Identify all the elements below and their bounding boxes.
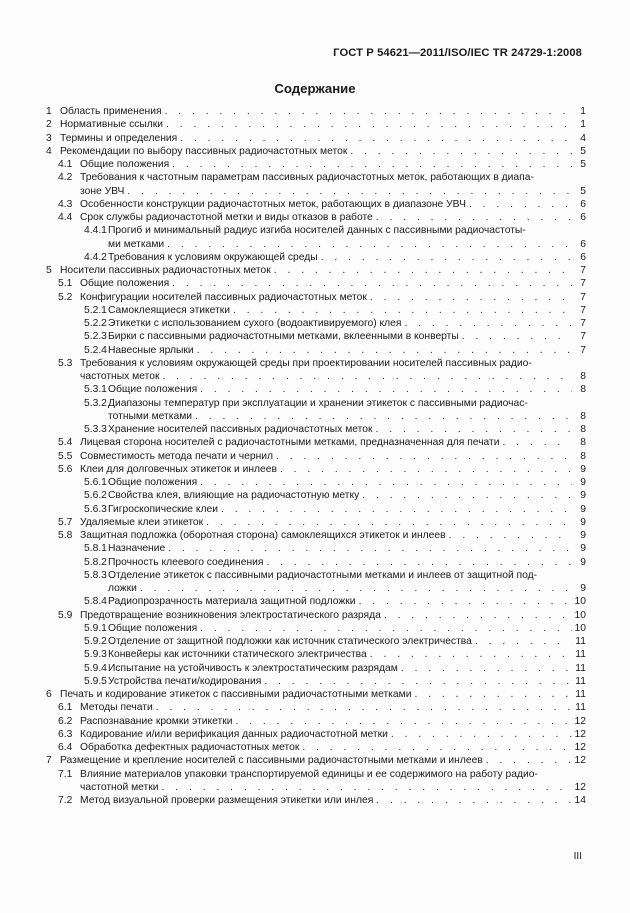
toc-entry-number: 5.2.4 xyxy=(84,344,107,356)
dot-leader xyxy=(299,741,572,754)
toc-entry-page: 8 xyxy=(580,450,586,462)
toc-entry[interactable] xyxy=(46,622,586,635)
toc-entry-number: 5.6.3 xyxy=(84,503,107,515)
toc-entry-title: Требования к частотным параметрам пассивных радиочастотных меток, работающих в диапа- xyxy=(80,172,534,184)
toc-entry[interactable] xyxy=(46,330,586,343)
toc-entry[interactable] xyxy=(46,224,586,251)
dot-leader xyxy=(261,675,572,688)
toc-entry-page: 12 xyxy=(574,781,586,793)
dot-leader xyxy=(373,794,572,807)
toc-entry-title: Кодирование и/или верификация данных радиочастотной метки xyxy=(80,728,388,740)
dot-leader xyxy=(159,781,572,794)
toc-entry-page: 10 xyxy=(574,622,586,634)
toc-entry-title: Общие положения xyxy=(108,384,198,396)
toc-entry-number: 5.6.1 xyxy=(84,477,107,488)
toc-entry-page: 8 xyxy=(580,384,586,396)
toc-entry[interactable] xyxy=(46,105,586,118)
toc-entry-number: 5.1 xyxy=(58,278,73,290)
dot-leader xyxy=(359,489,572,502)
toc-entry-page: 10 xyxy=(574,596,586,608)
toc-entry-page: 6 xyxy=(580,212,586,223)
dot-leader xyxy=(277,463,572,476)
toc-entry-page: 6 xyxy=(580,238,586,250)
toc-entry[interactable] xyxy=(46,158,586,171)
toc-entry-page: 12 xyxy=(574,742,586,753)
toc-entry-page: 8 xyxy=(580,424,586,435)
dot-leader xyxy=(194,344,572,357)
toc-entry-number: 4.4 xyxy=(58,212,73,223)
toc-entry[interactable] xyxy=(46,264,586,277)
toc-entry-number: 5.8 xyxy=(58,530,73,541)
toc-entry-page: 5 xyxy=(580,145,586,157)
toc-entry-page: 9 xyxy=(580,530,586,541)
toc-entry-page: 12 xyxy=(574,715,586,727)
dot-leader xyxy=(472,635,572,648)
toc-entry[interactable] xyxy=(46,635,586,648)
dot-leader xyxy=(169,158,572,171)
toc-entry-title: Требования к условиям окружающей среды xyxy=(108,251,318,263)
toc-entry[interactable] xyxy=(46,277,586,290)
toc-entry-number: 4.2 xyxy=(58,172,73,184)
toc-entry-page: 7 xyxy=(580,318,586,329)
toc-entry-page: 7 xyxy=(580,304,586,316)
toc-entry-title: зоне УВЧ xyxy=(80,185,125,197)
toc-entry-number: 5.7 xyxy=(58,516,73,528)
toc-entry-title: Срок службы радиочастотной метки и виды отказов в работе xyxy=(80,212,373,223)
dot-leader xyxy=(232,715,572,728)
toc-entry-title: Нормативные ссылки xyxy=(60,119,164,131)
dot-leader xyxy=(163,118,572,131)
toc-entry-title: Устройства печати/кодирования xyxy=(108,675,262,687)
toc-entry-title: Требования к условиям окружающей среды при проектировании носителей пассивных радио- xyxy=(80,357,532,369)
toc-entry-number: 5.8.2 xyxy=(84,556,107,568)
toc-entry[interactable] xyxy=(46,569,586,596)
toc-entry[interactable] xyxy=(46,754,586,767)
dot-leader xyxy=(271,264,572,277)
dot-leader xyxy=(165,542,572,555)
toc-entry-page: 7 xyxy=(580,344,586,356)
dot-leader xyxy=(500,436,572,449)
toc-entry-page: 4 xyxy=(580,132,586,144)
toc-entry-number: 5.5 xyxy=(58,450,73,462)
toc-entry-title: Отделение этикеток с пассивными радиочастотными метками и инлеев от защитной под- xyxy=(108,569,538,581)
toc-entry-title: Предотвращение возникновения электростатического разряда xyxy=(80,609,381,621)
toc-entry[interactable] xyxy=(46,463,586,476)
toc-entry-page: 11 xyxy=(575,636,586,647)
toc-entry-title: ми метками xyxy=(108,238,165,250)
toc-entry-number: 1 xyxy=(46,106,52,117)
toc-entry[interactable] xyxy=(46,251,586,264)
dot-leader xyxy=(162,105,572,118)
toc-entry-page: 9 xyxy=(580,490,586,502)
toc-entry[interactable] xyxy=(46,701,586,714)
toc-entry-page: 8 xyxy=(580,371,586,382)
toc-entry[interactable] xyxy=(46,609,586,622)
dot-leader xyxy=(197,622,572,635)
dot-leader xyxy=(164,238,572,251)
toc-entry-title: Навесные ярлыки xyxy=(108,344,194,356)
toc-entry-page: 11 xyxy=(575,662,586,674)
toc-entry-number: 5.6 xyxy=(58,463,73,475)
dot-leader xyxy=(388,728,572,741)
dot-leader xyxy=(124,185,572,198)
toc-entry-page: 5 xyxy=(580,185,586,197)
dot-leader xyxy=(159,370,572,383)
toc-entry[interactable] xyxy=(46,516,586,529)
dot-leader xyxy=(197,383,572,396)
toc-entry[interactable] xyxy=(46,118,586,131)
toc-entry-title: Прогиб и минимальный радиус изгиба носителей данных с пассивными радиочастоты- xyxy=(108,225,526,237)
dot-leader xyxy=(446,529,572,542)
toc-entry-page: 1 xyxy=(580,106,586,117)
toc-entry[interactable] xyxy=(46,423,586,436)
toc-entry[interactable] xyxy=(46,317,586,330)
dot-leader xyxy=(153,701,572,714)
toc-entry[interactable] xyxy=(46,715,586,728)
toc-entry[interactable] xyxy=(46,476,586,489)
toc-entry-title: Область применения xyxy=(60,106,162,117)
toc-entry[interactable] xyxy=(46,595,586,608)
toc-entry-number: 5 xyxy=(46,265,52,276)
toc-entry-number: 5.9.3 xyxy=(84,649,107,661)
toc-entry-page: 9 xyxy=(580,463,586,475)
toc-entry-title: Обработка дефектных радиочастотных меток xyxy=(80,742,300,753)
toc-entry-page: 12 xyxy=(574,728,586,740)
toc-entry[interactable] xyxy=(46,171,586,198)
dot-leader xyxy=(203,516,572,529)
toc-entry-number: 3 xyxy=(46,132,52,144)
toc-entry-title: Самоклеящиеся этикетки xyxy=(108,304,231,316)
toc-entry[interactable] xyxy=(46,503,586,516)
dot-leader xyxy=(218,503,572,516)
toc-entry-page: 12 xyxy=(574,755,586,767)
toc-entry-title: Печать и кодирование этикеток с пассивными радиочастотными метками xyxy=(60,689,412,700)
toc-entry-number: 4.4.2 xyxy=(84,251,107,263)
toc-entry-title: Назначение xyxy=(108,543,166,555)
toc-entry-number: 5.2.3 xyxy=(84,331,107,343)
toc-entry-page: 9 xyxy=(580,543,586,555)
table-of-contents xyxy=(46,105,586,807)
toc-entry[interactable] xyxy=(46,397,586,424)
toc-entry-title: Лицевая сторона носителей с радиочастотными метками, предназначенная для печати xyxy=(80,437,500,449)
toc-entry-title: Хранение носителей пассивных радиочастотных меток xyxy=(108,424,373,435)
toc-entry-title: Общие положения xyxy=(108,622,198,634)
toc-entry-page: 7 xyxy=(580,278,586,290)
toc-entry-number: 5.8.3 xyxy=(84,569,107,581)
toc-entry[interactable] xyxy=(46,145,586,158)
toc-entry[interactable] xyxy=(46,768,586,795)
toc-entry-number: 5.8.1 xyxy=(84,543,107,555)
toc-entry-number: 6.2 xyxy=(58,715,73,727)
toc-entry-number: 5.8.4 xyxy=(84,596,107,608)
toc-entry-page: 6 xyxy=(580,251,586,263)
toc-entry-number: 6 xyxy=(46,689,52,700)
toc-entry-number: 4 xyxy=(46,145,52,157)
dot-leader xyxy=(347,145,572,158)
toc-entry-title: Общие положения xyxy=(80,159,170,170)
toc-entry-number: 5.2.1 xyxy=(84,304,107,316)
page-title: Содержание xyxy=(274,81,356,96)
toc-entry-page: 9 xyxy=(580,503,586,515)
toc-entry[interactable] xyxy=(46,383,586,396)
toc-entry-title: Удаляемые клеи этикеток xyxy=(80,516,204,528)
toc-entry-title: Общие положения xyxy=(108,477,198,488)
toc-entry-number: 5.3.3 xyxy=(84,424,107,435)
toc-entry-number: 4.3 xyxy=(58,198,73,210)
toc-entry-number: 5.3.1 xyxy=(84,384,107,396)
toc-entry-number: 5.4 xyxy=(58,437,73,449)
toc-entry-title: Носители пассивных радиочастотных меток xyxy=(60,265,271,276)
toc-entry[interactable] xyxy=(46,529,586,542)
toc-entry[interactable] xyxy=(46,304,586,317)
dot-leader xyxy=(459,330,572,343)
document-header: ГОСТ Р 54621—2011/ISO/IEC TR 24729-1:2008 xyxy=(333,47,582,59)
toc-entry-title: Клеи для долговечных этикеток и инлеев xyxy=(80,463,277,475)
dot-leader xyxy=(367,291,572,304)
dot-leader xyxy=(381,609,572,622)
toc-entry-number: 2 xyxy=(46,119,52,131)
toc-entry[interactable] xyxy=(46,450,586,463)
toc-entry-title: Термины и определения xyxy=(60,132,178,144)
dot-leader xyxy=(483,754,572,767)
toc-entry-title: Особенности конструкции радиочастотных меток, работающих в диапазоне УВЧ xyxy=(80,198,466,210)
toc-entry-title: Прочность клеевого соединения xyxy=(108,556,264,568)
toc-entry-title: Влияние материалов упаковки транспортируемой единицы и ее содержимого на работу радио- xyxy=(80,768,538,780)
toc-entry-title: Совместимость метода печати и чернил xyxy=(80,450,274,462)
toc-entry-number: 7.1 xyxy=(58,768,73,780)
toc-entry-title: Этикетки с использованием сухого (водоактивируемого) клея xyxy=(108,318,402,329)
toc-entry-number: 6.3 xyxy=(58,728,73,740)
toc-entry[interactable] xyxy=(46,794,586,807)
toc-entry[interactable] xyxy=(46,357,586,384)
page-number: III xyxy=(573,851,582,862)
toc-entry[interactable] xyxy=(46,291,586,304)
dot-leader xyxy=(169,277,572,290)
toc-entry-number: 7 xyxy=(46,755,52,767)
toc-entry[interactable] xyxy=(46,198,586,211)
toc-entry-page: 8 xyxy=(580,410,586,422)
toc-entry-number: 5.2.2 xyxy=(84,318,107,329)
toc-entry-number: 5.9 xyxy=(58,609,73,621)
toc-entry-title: Конвейеры как источники статического электричества xyxy=(108,649,367,661)
toc-entry-page: 11 xyxy=(575,675,586,687)
toc-entry-number: 7.2 xyxy=(58,795,73,806)
toc-entry[interactable] xyxy=(46,132,586,145)
toc-entry-title: Методы печати xyxy=(80,702,153,714)
toc-entry-number: 5.2 xyxy=(58,291,73,303)
toc-entry[interactable] xyxy=(46,542,586,555)
toc-entry-page: 7 xyxy=(580,331,586,343)
dot-leader xyxy=(137,582,572,595)
toc-entry-page: 1 xyxy=(580,119,586,131)
toc-entry-number: 5.9.5 xyxy=(84,675,107,687)
toc-entry-title: тотными метками xyxy=(108,410,193,422)
toc-entry-page: 9 xyxy=(580,516,586,528)
toc-entry-page: 14 xyxy=(574,795,586,806)
dot-leader xyxy=(192,410,572,423)
toc-entry[interactable] xyxy=(46,662,586,675)
toc-entry[interactable] xyxy=(46,211,586,224)
toc-entry-title: частотных меток xyxy=(80,371,160,382)
toc-entry[interactable] xyxy=(46,648,586,661)
toc-entry[interactable] xyxy=(46,688,586,701)
toc-entry-number: 5.9.1 xyxy=(84,622,107,634)
toc-entry[interactable] xyxy=(46,556,586,569)
toc-entry-title: ложки xyxy=(108,583,137,594)
dot-leader xyxy=(367,648,572,661)
toc-entry[interactable] xyxy=(46,489,586,502)
toc-entry-title: Отделение от защитной подложки как источник статического электричества xyxy=(108,636,472,647)
toc-entry-number: 5.9.4 xyxy=(84,662,107,674)
dot-leader xyxy=(318,251,572,264)
toc-entry-page: 9 xyxy=(580,583,586,594)
toc-entry-page: 6 xyxy=(580,198,586,210)
toc-entry-page: 11 xyxy=(575,689,586,700)
toc-entry-title: Свойства клея, влияющие на радиочастотную метку xyxy=(108,490,360,502)
toc-entry-number: 5.3.2 xyxy=(84,397,107,409)
toc-entry-page: 11 xyxy=(575,702,586,714)
toc-entry-page: 8 xyxy=(580,437,586,449)
dot-leader xyxy=(373,211,572,224)
toc-entry-number: 4.4.1 xyxy=(84,225,107,237)
toc-entry-number: 6.1 xyxy=(58,702,73,714)
toc-entry-number: 4.1 xyxy=(58,159,73,170)
toc-entry[interactable] xyxy=(46,728,586,741)
toc-entry-title: Бирки с пассивными радиочастотными метками, вклеенными в конверты xyxy=(108,331,459,343)
toc-entry-page: 9 xyxy=(580,556,586,568)
dot-leader xyxy=(273,450,572,463)
toc-entry-title: Рекомендации по выбору пассивных радиочастотных меток xyxy=(60,145,348,157)
toc-entry-title: Испытание на устойчивость к электростатическим разрядам xyxy=(108,662,398,674)
toc-entry-page: 5 xyxy=(580,159,586,170)
toc-entry-page: 7 xyxy=(580,291,586,303)
toc-entry-title: Диапазоны температур при эксплуатации и хранении этикеток с пассивными радиочас- xyxy=(108,397,528,409)
toc-entry-page: 9 xyxy=(580,477,586,488)
toc-entry-number: 5.9.2 xyxy=(84,636,107,647)
toc-entry-page: 11 xyxy=(575,649,586,661)
toc-entry-title: Гигроскопические клеи xyxy=(108,503,218,515)
dot-leader xyxy=(466,198,572,211)
toc-entry-title: Радиопрозрачность материала защитной подложки xyxy=(108,596,356,608)
toc-entry-title: Общие положения xyxy=(80,278,170,290)
toc-entry-page: 7 xyxy=(580,265,586,276)
toc-entry-title: Защитная подложка (оборотная сторона) самоклеящихся этикеток и инлеев xyxy=(80,530,446,541)
dot-leader xyxy=(356,595,572,608)
toc-entry-number: 5.3 xyxy=(58,357,73,369)
dot-leader xyxy=(230,304,572,317)
toc-entry-number: 6.4 xyxy=(58,742,73,753)
toc-entry-number: 5.6.2 xyxy=(84,490,107,502)
dot-leader xyxy=(197,476,572,489)
toc-entry-title: частотной метки xyxy=(80,781,159,793)
dot-leader xyxy=(373,423,573,436)
toc-entry-page: 10 xyxy=(574,609,586,621)
dot-leader xyxy=(263,556,572,569)
toc-entry-title: Распознавание кромки этикетки xyxy=(80,715,233,727)
toc-entry-title: Размещение и крепление носителей с пассивными радиочастотными метками и инлеев xyxy=(60,755,483,767)
dot-leader xyxy=(401,317,572,330)
toc-entry[interactable] xyxy=(46,436,586,449)
toc-entry-title: Конфигурации носителей пассивных радиочастотных меток xyxy=(80,291,367,303)
toc-entry[interactable] xyxy=(46,675,586,688)
toc-entry[interactable] xyxy=(46,344,586,357)
dot-leader xyxy=(398,662,572,675)
toc-entry-title: Метод визуальной проверки размещения этикетки или инлея xyxy=(80,795,374,806)
toc-entry[interactable] xyxy=(46,741,586,754)
dot-leader xyxy=(177,132,572,145)
dot-leader xyxy=(411,688,572,701)
